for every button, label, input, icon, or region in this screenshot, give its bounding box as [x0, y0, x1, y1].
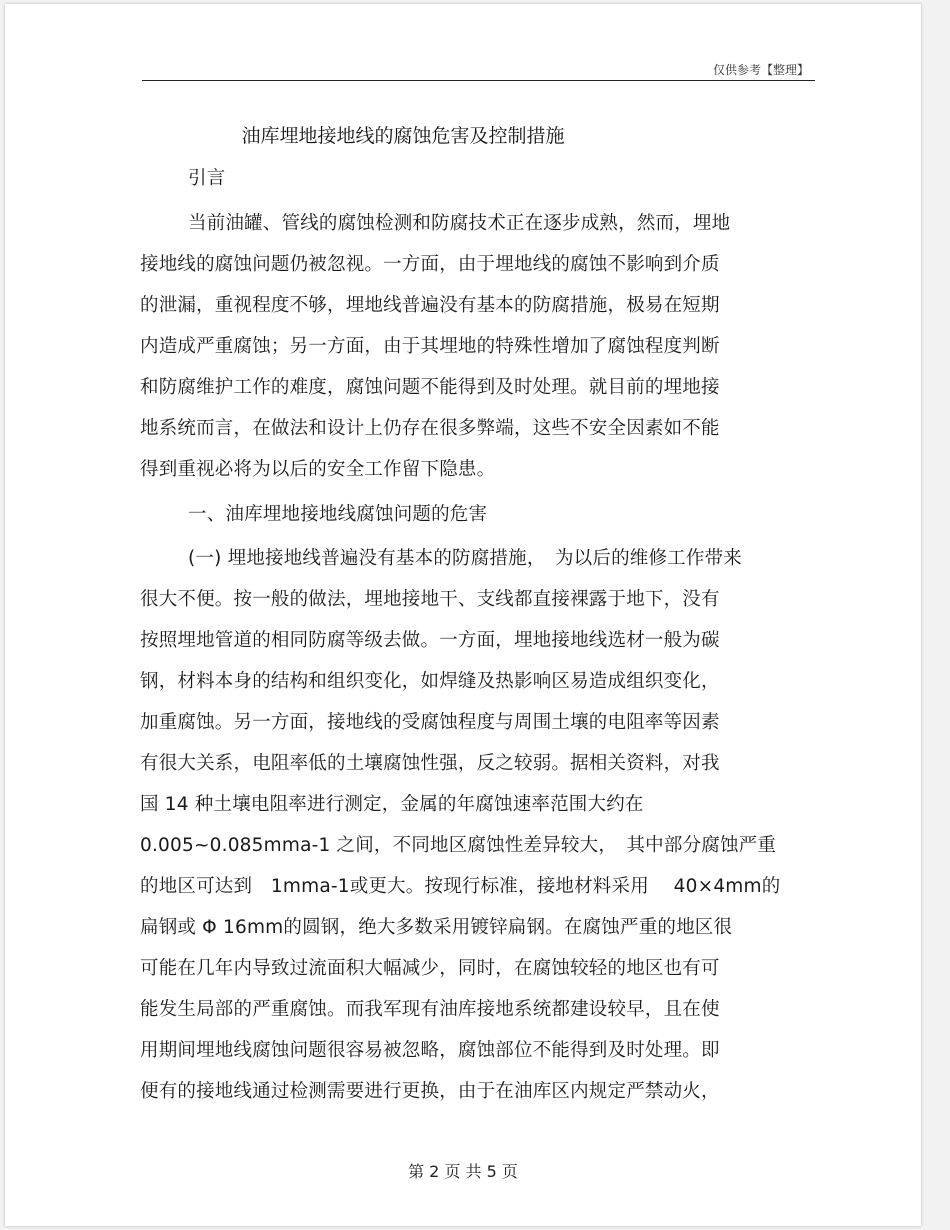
paragraph-line: 地系统而言，在做法和设计上仍存在很多弊端，这些不安全因素如不能 [140, 418, 720, 439]
paragraph-line: 国 14 种土壤电阻率进行测定，金属的年腐蚀速率范围大约在 [140, 794, 644, 815]
paragraph-line: 接地线的腐蚀问题仍被忽视。一方面，由于埋地线的腐蚀不影响到介质 [140, 254, 720, 275]
paragraph-line: (一) 埋地接地线普遍没有基本的防腐措施， 为以后的维修工作带来 [188, 548, 742, 569]
paragraph-line: 得到重视必将为以后的安全工作留下隐患。 [140, 459, 496, 480]
paragraph-line: 加重腐蚀。另一方面，接地线的受腐蚀程度与周围土壤的电阻率等因素 [140, 712, 720, 733]
paragraph-line: 有很大关系，电阻率低的土壤腐蚀性强，反之较弱。据相关资料，对我 [140, 753, 720, 774]
paragraph-line: 能发生局部的严重腐蚀。而我军现有油库接地系统都建设较早，且在使 [140, 999, 720, 1020]
document-page [5, 4, 921, 1226]
paragraph-line: 的泄漏，重视程度不够，埋地线普遍没有基本的防腐措施，极易在短期 [140, 295, 720, 316]
paragraph-line: 用期间埋地线腐蚀问题很容易被忽略，腐蚀部位不能得到及时处理。即 [140, 1040, 720, 1061]
section-heading-1: 一、油库埋地接地线腐蚀问题的危害 [188, 504, 488, 525]
paragraph-line: 便有的接地线通过检测需要进行更换，由于在油库区内规定严禁动火， [140, 1081, 720, 1102]
paragraph-line: 当前油罐、管线的腐蚀检测和防腐技术正在逐步成熟，然而，埋地 [188, 213, 731, 234]
paragraph-line: 可能在几年内导致过流面积大幅减少，同时，在腐蚀较轻的地区也有可 [140, 958, 720, 979]
paragraph-line: 按照埋地管道的相同防腐等级去做。一方面，埋地接地线选材一般为碳 [140, 630, 720, 651]
header-label: 仅供参考【整理】 [712, 63, 809, 77]
document-title: 油库埋地接地线的腐蚀危害及控制措施 [241, 125, 565, 147]
page-number: 第 2 页 共 5 页 [408, 1162, 518, 1181]
paragraph-line: 很大不便。按一般的做法，埋地接地干、支线都直接裸露于地下，没有 [140, 589, 720, 610]
paragraph-line: 和防腐维护工作的难度，腐蚀问题不能得到及时处理。就目前的埋地接 [140, 377, 720, 398]
section-heading-intro: 引言 [188, 168, 226, 189]
paragraph-line: 扁钢或 Φ 16mm的圆钢，绝大多数采用镀锌扁钢。在腐蚀严重的地区很 [140, 917, 733, 938]
paragraph-line: 0.005~0.085mma-1 之间，不同地区腐蚀性差异较大， 其中部分腐蚀严重 [140, 835, 777, 856]
header-rule [142, 80, 815, 81]
paragraph-line: 钢，材料本身的结构和组织变化，如焊缝及热影响区易造成组织变化， [140, 671, 720, 692]
paragraph-line: 内造成严重腐蚀；另一方面，由于其埋地的特殊性增加了腐蚀程度判断 [140, 336, 720, 357]
paragraph-line: 的地区可达到 1mma-1或更大。按现行标准，接地材料采用 40×4mm的 [140, 876, 781, 897]
